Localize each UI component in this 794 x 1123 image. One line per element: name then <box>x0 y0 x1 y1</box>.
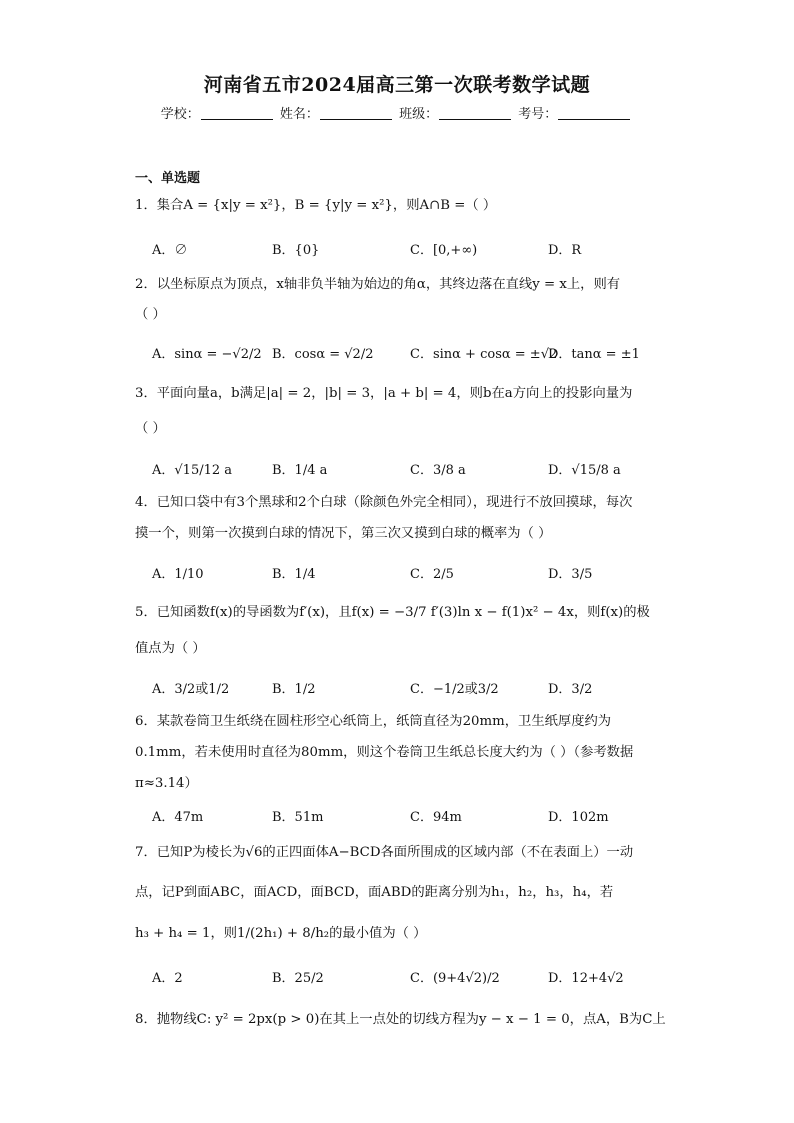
q6-option-b: B．51m <box>272 810 324 825</box>
question-5-line-2: 值点为（ ） <box>135 641 206 656</box>
name-blank[interactable] <box>320 107 392 120</box>
class-blank[interactable] <box>439 107 511 120</box>
question-4-line-2: 摸一个，则第一次摸到白球的情况下，第三次又摸到白球的概率为（ ） <box>135 526 552 541</box>
question-6-line-2: 0.1mm，若未使用时直径为80mm，则这个卷筒卫生纸总长度大约为（ ）（参考数据 <box>135 745 634 760</box>
section-heading: 一、单选题 <box>135 171 201 186</box>
exam-number-blank[interactable] <box>558 107 630 120</box>
q1-option-c: C．[0,+∞) <box>410 243 478 258</box>
school-blank[interactable] <box>201 107 273 120</box>
question-4-line-1: 4．已知口袋中有3个黑球和2个白球（除颜色外完全相同），现进行不放回摸球，每次 <box>135 495 633 510</box>
q7-option-d: D．12+4√2 <box>548 971 624 986</box>
q7-option-c: C．(9+4√2)/2 <box>410 971 500 986</box>
question-5-line-1: 5．已知函数f(x)的导函数为f′(x)，且f(x) = −3/7 f′(3)ln x − f(1)x² − 4x，则f(x)的极 <box>135 605 650 620</box>
question-7-line-1: 7．已知P为棱长为√6的正四面体A−BCD各面所围成的区域内部（不在表面上）一动 <box>135 845 634 860</box>
q6-option-d: D．102m <box>548 810 609 825</box>
question-8-stem: 8．抛物线C: y² = 2px(p > 0)在其上一点处的切线方程为y − x − 1 = 0，点A，B为C上 <box>135 1012 666 1027</box>
question-3-line-2: （ ） <box>135 421 166 436</box>
q5-option-c: C．−1/2或3/2 <box>410 682 499 697</box>
name-label: 姓名： <box>279 107 319 122</box>
q4-option-b: B．1/4 <box>272 567 316 582</box>
q1-option-d: D．R <box>548 243 582 258</box>
question-2-line-1: 2．以坐标原点为顶点，x轴非负半轴为始边的角α，其终边落在直线y = x上，则有 <box>135 277 621 292</box>
question-3-line-1: 3．平面向量a，b满足|a| = 2，|b| = 3，|a + b| = 4，则b在a方向上的投影向量为 <box>135 386 633 401</box>
page-title: 河南省五市2024届高三第一次联考数学试题 <box>203 74 591 96</box>
q4-option-a: A．1/10 <box>152 567 204 582</box>
question-6-line-3: π≈3.14） <box>135 776 198 791</box>
q7-option-a: A．2 <box>152 971 183 986</box>
q6-option-a: A．47m <box>152 810 204 825</box>
question-7-line-3: h₃ + h₄ = 1，则1/(2h₁) + 8/h₂的最小值为（ ） <box>135 926 427 941</box>
q3-option-c: C．3/8 a <box>410 463 466 478</box>
q3-option-d: D．√15/8 a <box>548 463 621 478</box>
question-7-line-2: 点，记P到面ABC，面ACD，面BCD，面ABD的距离分别为h₁，h₂，h₃，h₄，若 <box>135 885 614 900</box>
question-6-line-1: 6．某款卷筒卫生纸绕在圆柱形空心纸筒上，纸筒直径为20mm，卫生纸厚度约为 <box>135 714 612 729</box>
q2-option-b: B．cosα = √2/2 <box>272 347 374 362</box>
q4-option-c: C．2/5 <box>410 567 454 582</box>
school-label: 学校： <box>160 107 200 122</box>
student-info-line <box>0 103 794 122</box>
q3-option-a: A．√15/12 a <box>152 463 233 478</box>
question-2-line-2: （ ） <box>135 307 166 322</box>
exam-number-label: 考号： <box>518 107 558 122</box>
class-label: 班级： <box>399 107 439 122</box>
q2-option-a: A．sinα = −√2/2 <box>152 347 262 362</box>
q3-option-b: B．1/4 a <box>272 463 328 478</box>
q6-option-c: C．94m <box>410 810 462 825</box>
q5-option-a: A．3/2或1/2 <box>152 682 230 697</box>
q5-option-b: B．1/2 <box>272 682 316 697</box>
q5-option-d: D．3/2 <box>548 682 593 697</box>
q2-option-d: D．tanα = ±1 <box>548 347 640 362</box>
q2-option-c: C．sinα + cosα = ±√2 <box>410 347 558 362</box>
question-1-stem: 1．集合A = {x|y = x²}，B = {y|y = x²}，则A∩B =（ ） <box>135 198 497 213</box>
q1-option-b: B．{0} <box>272 243 320 258</box>
q7-option-b: B．25/2 <box>272 971 324 986</box>
q1-option-a: A．∅ <box>152 243 188 258</box>
q4-option-d: D．3/5 <box>548 567 593 582</box>
